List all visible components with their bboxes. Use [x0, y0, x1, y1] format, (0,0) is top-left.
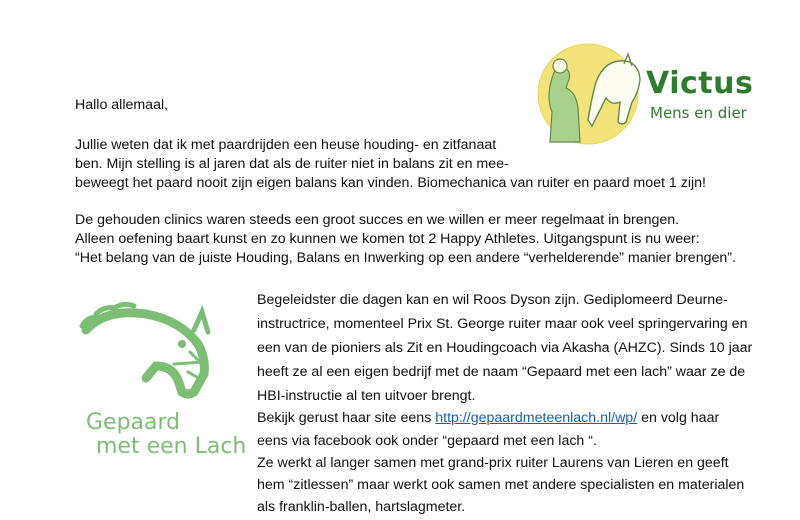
site-line-5: als franklin-ballen, hartslagmeter. — [257, 499, 466, 515]
gepaard-site-link[interactable]: http://gepaardmeteenlach.nl/wp/ — [435, 410, 638, 426]
guide-line-5: HBI-instructie al ten uitvoer brengt. — [257, 388, 476, 404]
victus-logo — [530, 38, 765, 146]
site-line-1 — [257, 406, 719, 431]
victus-rider-horse-icon — [530, 38, 650, 146]
horse-head-icon — [70, 300, 240, 410]
site-line-4: hem “zitlessen” maar werkt ook samen met andere specialisten en materialen — [257, 477, 745, 493]
victus-wordmark: Victus — [646, 66, 754, 101]
clinics-line-2: Alleen oefening baart kunst en zo kunnen we komen tot 2 Happy Athletes. Uitgangspunt is nu weer: — [75, 231, 700, 247]
gepaard-logo — [70, 300, 247, 490]
site-line-2: eens via facebook ook onder “gepaard met een lach “. — [257, 433, 597, 449]
intro-line-1: Jullie weten dat ik met paardrijden een heuse houding- en zitfanaat — [75, 137, 497, 153]
gepaard-logo-line-1: Gepaard — [86, 410, 181, 435]
intro-line-2: ben. Mijn stelling is al jaren dat als de ruiter niet in balans zit en mee- — [75, 156, 509, 172]
intro-line-3: beweegt het paard nooit zijn eigen balans kan vinden. Biomechanica van ruiter en paard moet 1 zijn! — [75, 175, 706, 191]
gepaard-logo-line-2: met een Lach — [96, 434, 247, 459]
clinics-line-1: De gehouden clinics waren steeds een groot succes en we willen er meer regelmaat in brengen. — [75, 212, 680, 228]
greeting: Hallo allemaal, — [75, 97, 169, 113]
guide-line-3: een van de pioniers als Zit en Houdingcoach via Akasha (AHZC). Sinds 10 jaar — [257, 340, 753, 356]
clinics-line-3: “Het belang van de juiste Houding, Balans en Inwerking op een andere “verhelderende” manier brengen”. — [75, 250, 736, 266]
site-text-after-link: en volg haar — [637, 410, 720, 426]
site-text-before-link: Bekijk gerust haar site eens — [257, 410, 436, 426]
guide-line-1: Begeleidster die dagen kan en wil Roos Dyson zijn. Gediplomeerd Deurne- — [257, 292, 728, 308]
victus-tagline: Mens en dier — [650, 104, 747, 122]
guide-line-2: instructrice, momenteel Prix St. George ruiter maar ook veel springervaring en — [257, 316, 748, 332]
site-line-3: Ze werkt al langer samen met grand-prix ruiter Laurens van Lieren en geeft — [257, 455, 729, 471]
guide-line-4: heeft ze al een eigen bedrijf met de naam “Gepaard met een lach” waar ze de — [257, 364, 746, 380]
